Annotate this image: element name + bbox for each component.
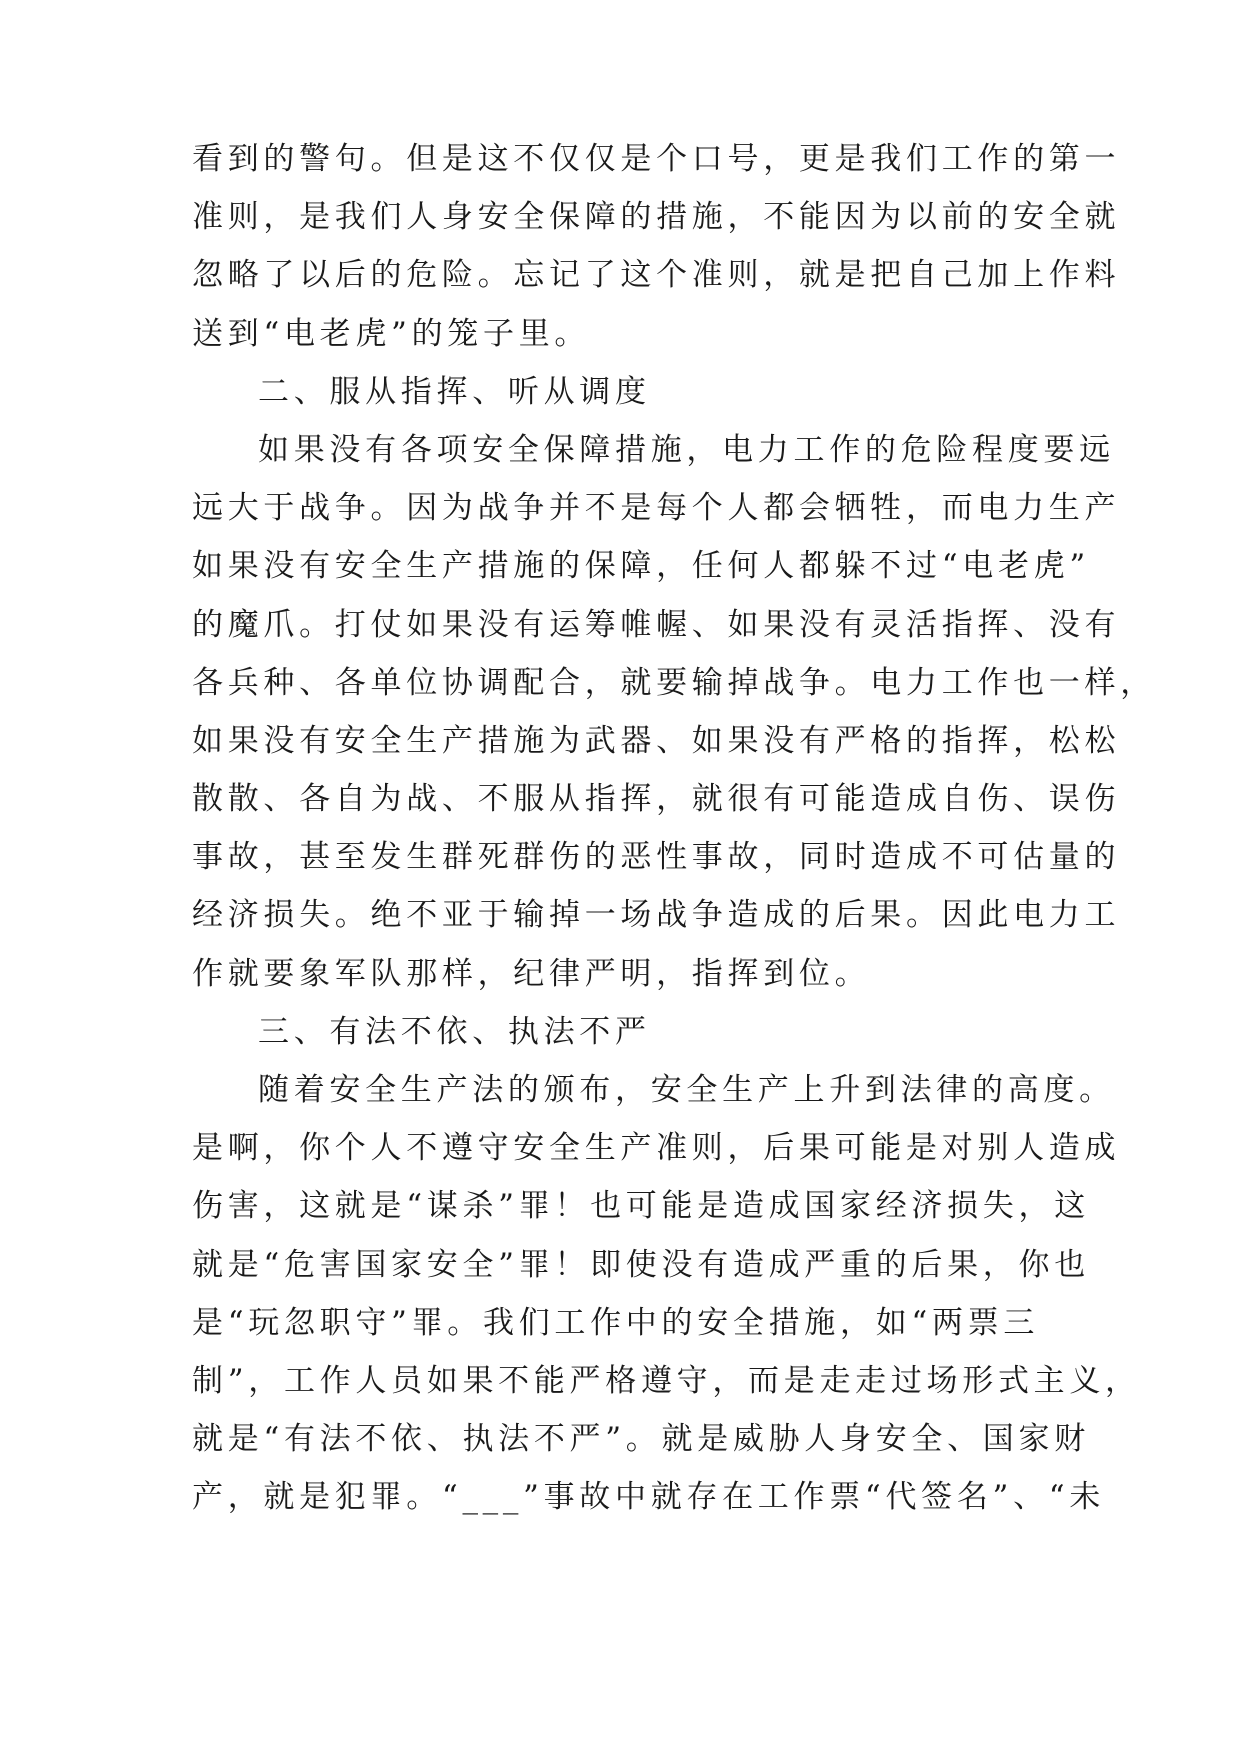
section-heading: 三、有法不依、执法不严 (258, 1013, 651, 1050)
text-line: 远大于战争。因为战争并不是每个人都会牺牲，而电力生产 (192, 490, 1121, 527)
text-line: 散散、各自为战、不服从指挥，就很有可能造成自伤、误伤 (192, 781, 1121, 818)
text-line: 制”，工作人员如果不能严格遵守，而是走走过场形式主义， (192, 1362, 1141, 1399)
text-line: 经济损失。绝不亚于输掉一场战争造成的后果。因此电力工 (192, 897, 1121, 934)
text-line: 如果没有安全生产措施为武器、如果没有严格的指挥，松松 (192, 722, 1121, 759)
text-line: 送到“电老虎”的笼子里。 (192, 315, 591, 352)
text-line: 忽略了以后的危险。忘记了这个准则，就是把自己加上作料 (192, 257, 1121, 294)
text-line: 的魔爪。打仗如果没有运筹帷幄、如果没有灵活指挥、没有 (192, 606, 1121, 643)
document-page (192, 130, 1156, 1527)
text-line: 就是“有法不依、执法不严”。就是威胁人身安全、国家财 (192, 1421, 1090, 1458)
text-line: 作就要象军队那样，纪律严明，指挥到位。 (192, 955, 871, 992)
text-line: 各兵种、各单位协调配合，就要输掉战争。电力工作也一样， (192, 664, 1156, 701)
text-line: 是啊，你个人不遵守安全生产准则，后果可能是对别人造成 (192, 1130, 1121, 1167)
text-line: 是“玩忽职守”罪。我们工作中的安全措施，如“两票三 (192, 1304, 1040, 1341)
section-heading: 二、服从指挥、听从调度 (258, 373, 651, 410)
text-line: 就是“危害国家安全”罪！即使没有造成严重的后果，你也 (192, 1246, 1090, 1283)
text-line: 事故，甚至发生群死群伤的恶性事故，同时造成不可估量的 (192, 839, 1121, 876)
text-line: 准则，是我们人身安全保障的措施，不能因为以前的安全就 (192, 199, 1121, 236)
text-line: 如果没有各项安全保障措施，电力工作的危险程度要远 (258, 431, 1115, 468)
text-line: 如果没有安全生产措施的保障，任何人都躲不过“电老虎” (192, 548, 1090, 585)
text-line: 产，就是犯罪。“___”事故中就存在工作票“代签名”、“未 (192, 1479, 1106, 1516)
text-line: 看到的警句。但是这不仅仅是个口号，更是我们工作的第一 (192, 141, 1121, 177)
text-line: 随着安全生产法的颁布，安全生产上升到法律的高度。 (258, 1072, 1115, 1108)
text-line: 伤害，这就是“谋杀”罪！也可能是造成国家经济损失，这 (192, 1188, 1090, 1225)
